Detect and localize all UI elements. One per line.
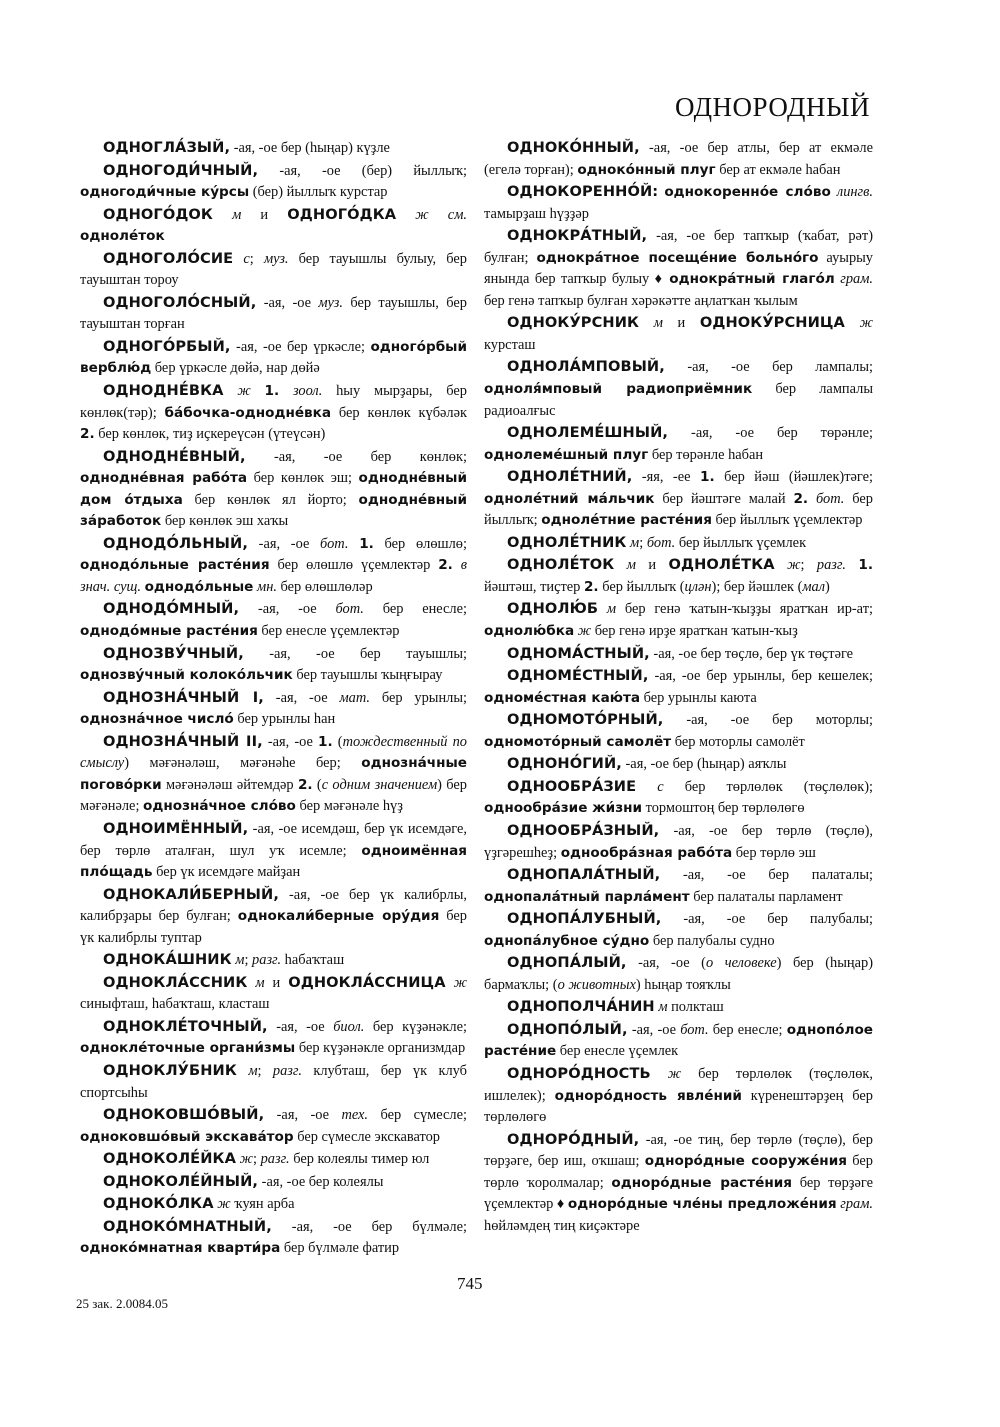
dictionary-entry: ОДНОЛЕ́ТНИЙ, -яя, -ее 1. бер йәш (йәшлек)тәге; одноле́тний ма́льчик бер йәштәге малай 2. бот. бер йыллыҡ; одноле́тние расте́ния бер йыллыҡ үҫемлектәр [484,468,874,529]
dictionary-entry: ОДНОГО́ДОК м и ОДНОГО́ДКА ж см. одноле́ток [80,205,467,245]
dictionary-entry: ОДНОГОДИ́ЧНЫЙ, -ая, -ое (бер) йыллыҡ; одногоди́чные ку́рсы (бер) йыллыҡ курстар [80,161,467,201]
dictionary-entry: ОДНОПА́ЛЫЙ, -ая, -ое (о человеке) бер (һыңар) бармаҡлы; (о животных) һыңар тояҡлы [484,954,873,993]
dictionary-entry: ОДНОЛЮ́Б м бер генә ҡатын-ҡыҙҙы яратҡан ир-ат; однолю́бка ж бер генә ирҙе яратҡан ҡатын-ҡыҙ [484,600,873,640]
dictionary-entry: ОДНОКЛУ́БНИК м; разг. клубташ, бер үк клуб спортсыһы [80,1061,467,1101]
dictionary-entry: ОДНОГЛА́ЗЫЙ, -ая, -ое бер (һыңар) күҙле [103,139,390,156]
dictionary-entry: ОДНОМА́СТНЫЙ, -ая, -ое бер төҫлө, бер үк төҫтәге [507,644,854,662]
dictionary-entry: ОДНОКО́ННЫЙ, -ая, -ое бер атлы, бер ат екмәле (егелә торған); одноко́нный плуг бер ат екмәле һабан [484,139,873,178]
dictionary-entry: ОДНОРО́ДНОСТЬ ж бер төрлөлөк (төҫлөлөк, ишлелек); одноро́дность явле́ний күренештәрҙең бер төрлөлөгө [484,1064,873,1126]
dictionary-entry: ОДНОКЛА́ССНИК м и ОДНОКЛА́ССНИЦА ж синыфташ, һабаҡташ, класташ [80,973,467,1013]
dictionary-entry: ОДНОЗНА́ЧНЫЙ I, -ая, -ое мат. бер урынлы; однозна́чное число́ бер урынлы һан [80,688,467,728]
dictionary-entry: ОДНОМЕ́СТНЫЙ, -ая, -ое бер урынлы, бер кешелек; одноме́стная каю́та бер урынлы каюта [484,667,873,706]
right-column [484,137,873,1237]
dictionary-entry: ОДНОГОЛО́СНЫЙ, -ая, -ое муз. бер тауышлы, бер тауыштан торған [80,293,467,333]
dictionary-entry: ОДНОКА́ШНИК м; разг. һабаҡташ [103,951,345,969]
dictionary-entry: ОДНОПОЛЧА́НИН м полкташ [507,998,724,1016]
dictionary-entry: ОДНОКУ́РСНИК м и ОДНОКУ́РСНИЦА ж курсташ [484,314,873,353]
dictionary-entry: ОДНОКАЛИ́БЕРНЫЙ, -ая, -ое бер үк калибрлы, калибрҙары бер булған; однокали́берные ору́дия бер үк калибрлы туптар [80,885,467,946]
dictionary-entry: ОДНОДНЕ́ВКА ж 1. зоол. һыу мырҙары, бер көнлөк(тәр); ба́бочка-однодне́вка бер көнлөк күбәләк 2. бер көнлөк, тиҙ иҫкереүсән (үтеүсән) [80,382,467,443]
dictionary-entry: ОДНОЗНА́ЧНЫЙ II, -ая, -ое 1. (тождественный по смыслу) мәғәнәләш, мәғәнәһе бер; однозна́чные погово́рки мәғәнәләш әйтемдәр 2. (с одним значением) бер мәғәнәле; однозна́чное сло́во бер мәғәнәле һүҙ [80,732,468,815]
dictionary-entry: ОДНОРО́ДНЫЙ, -ая, -ое тиң, бер төрлө (төҫлө), бер төрҙәге, бер иш, оҡшаш; одноро́дные сооруже́ния бер төрлө ҡоролмалар; одноро́дные расте́ния бер төрҙәге үҫемлектәр ♦ одноро́дные чле́ны предложе́ния грам. һөйләмдең тиң киҫәктәре [484,1130,873,1234]
dictionary-entry: ОДНОКОВШО́ВЫЙ, -ая, -ое тех. бер сүмесле; одноковшо́вый экскава́тор бер сүмесле экскаватор [80,1106,467,1145]
dictionary-entry: ОДНОЛЕ́ТОК м и ОДНОЛЕ́ТКА ж; разг. 1. йәштәш, тиҫтер 2. бер йыллыҡ (цлән); бер йәшлек (мал) [484,556,873,595]
dictionary-entry: ОДНОНО́ГИЙ, -ая, -ое бер (һыңар) аяҡлы [507,755,787,773]
dictionary-entry: ОДНОМОТО́РНЫЙ, -ая, -ое бер моторлы; одномото́рный самолёт бер моторлы самолёт [484,711,873,750]
dictionary-entry: ОДНОЛЕМЕ́ШНЫЙ, -ая, -ое бер төрәнле; однолеме́шный плуг бер төрәнле һабан [484,424,873,463]
dictionary-entry: ОДНОКОЛЕ́ЙКА ж; разг. бер колеялы тимер юл [103,1150,430,1168]
dictionary-entry: ОДНОКОЛЕ́ЙНЫЙ, -ая, -ое бер колеялы [103,1172,384,1190]
dictionary-entry: ОДНОКРА́ТНЫЙ, -ая, -ое бер тапҡыр (ҡабат, рәт) булған; однокра́тное посеще́ние больно́го ауырыу янында бер тапҡыр булыу ♦ однокра́тный глаго́л грам. бер генә тапҡыр булған хәрәкәтте аңлатҡан ҡылым [484,227,873,309]
dictionary-entry: ОДНОГОЛО́СИЕ с; муз. бер тауышлы булыу, бер тауыштан тороу [80,249,467,289]
left-column [80,137,467,1260]
running-head: ОДНОРОДНЫЙ [674,92,870,122]
dictionary-entry: ОДНОЛА́МПОВЫЙ, -ая, -ое бер лампалы; одноля́мповый радиоприёмник бер лампалы радиоалғыс [484,358,873,419]
dictionary-entry: ОДНОПА́ЛУБНЫЙ, -ая, -ое бер палубалы; однопа́лубное су́дно бер палубалы судно [484,910,873,949]
dictionary-entry: ОДНОПО́ЛЫЙ, -ая, -ое бот. бер енесле; однопо́лое расте́ние бер енесле үҫемлек [484,1020,873,1060]
dictionary-entry: ОДНОГО́РБЫЙ, -ая, -ое бер үркәсле; одного́рбый верблю́д бер үркәсле дөйә, нар дөйә [80,337,467,377]
dictionary-entry: ОДНОКЛЕ́ТОЧНЫЙ, -ая, -ое биол. бер күҙәнәкле; однокле́точные органи́змы бер күҙәнәкле организмдар [80,1017,467,1057]
dictionary-entry: ОДНОКО́ЛКА ж ҡуян арба [103,1195,295,1213]
dictionary-entry: ОДНОКО́МНАТНЫЙ, -ая, -ое бер бүлмәле; одноко́мнатная кварти́ра бер бүлмәле фатир [80,1217,467,1257]
dictionary-entry: ОДНОКОРЕННО́Й: однокоренно́е сло́во лингв. тамырҙаш һүҙҙәр [484,183,873,222]
dictionary-entry: ОДНОПАЛА́ТНЫЙ, -ая, -ое бер палаталы; однопала́тный парла́мент бер палаталы парламент [484,866,873,905]
dictionary-entry: ОДНООБРА́ЗИЕ с бер төрлөлөк (төҫлөлөк); однообра́зие жи́зни тормоштоң бер төрлөлөгө [484,777,873,817]
dictionary-entry: ОДНООБРА́ЗНЫЙ, -ая, -ое бер төрлө (төҫлө), үҙгәрешһеҙ; однообра́зная рабо́та бер төрлө эш [484,821,873,861]
dictionary-entry: ОДНОИМЁННЫЙ, -ая, -ое исемдәш, бер үк исемдәге, бер төрлө аталған, шул уҡ исемле; одноимённая пло́щадь бер үк исемдәге майҙан [80,819,467,881]
dictionary-entry: ОДНОДО́МНЫЙ, -ая, -ое бот. бер енесле; однодо́мные расте́ния бер енесле үҫемлектәр [80,600,467,640]
dictionary-entry: ОДНОЗВУ́ЧНЫЙ, -ая, -ое бер тауышлы; однозву́чный колоко́льчик бер тауышлы ҡыңғырау [80,644,467,684]
dictionary-entry: ОДНОДНЕ́ВНЫЙ, -ая, -ое бер көнлөк; однодне́вная рабо́та бер көнлөк эш; однодне́вный дом о́тдыха бер көнлөк ял йорто; однодне́вный за́работок бер көнлөк эш хаҡы [80,447,467,530]
dictionary-entry: ОДНОЛЕ́ТНИК м; бот. бер йыллыҡ үҫемлек [507,533,807,551]
print-code: 25 зак. 2.0084.05 [76,1296,168,1311]
page-number: 745 [457,1274,483,1293]
dictionary-entry: ОДНОДО́ЛЬНЫЙ, -ая, -ое бот. 1. бер өлөшлө; однодо́льные расте́ния бер өлөшлө үҫемлектәр 2. в знач. сущ. однодо́льные мн. бер өлөшлөләр [80,534,467,595]
